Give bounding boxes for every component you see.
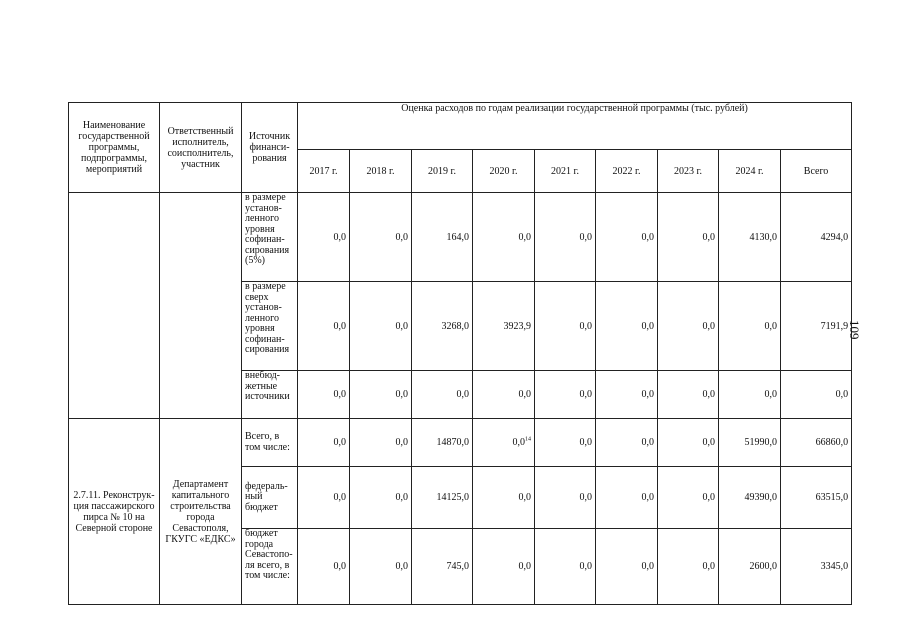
header-year: 2020 г. [473, 150, 535, 193]
total-cell: 63515,0 [781, 467, 852, 529]
value-cell: 0,0 [719, 282, 781, 371]
value-cell: 164,0 [412, 193, 473, 282]
value-cell: 0,0 [350, 371, 412, 419]
value-cell: 0,0 [473, 467, 535, 529]
value-cell: 0,0 [298, 371, 350, 419]
value-cell: 0,0 [596, 529, 658, 605]
value-cell: 745,0 [412, 529, 473, 605]
header-source: Источник финанси-рования [242, 103, 298, 193]
value-cell: 0,0 [412, 371, 473, 419]
header-year: 2017 г. [298, 150, 350, 193]
footnote-marker: 14 [525, 436, 531, 443]
header-row-1 [69, 103, 852, 150]
total-cell: 0,0 [781, 371, 852, 419]
header-year: 2019 г. [412, 150, 473, 193]
value-cell: 0,0 [658, 193, 719, 282]
value-cell: 14870,0 [412, 419, 473, 467]
value-cell: 14125,0 [412, 467, 473, 529]
value-cell: 49390,0 [719, 467, 781, 529]
value-cell [473, 419, 535, 467]
value-cell: 0,0 [535, 529, 596, 605]
value-cell: 0,0 [596, 282, 658, 371]
value-cell: 0,0 [350, 282, 412, 371]
header-year: 2024 г. [719, 150, 781, 193]
source-cell: бюджет города Севастопо-ля всего, в том числе: [242, 529, 298, 605]
value-cell: 0,0 [298, 419, 350, 467]
source-cell: Всего, в том числе: [242, 419, 298, 467]
value-cell: 51990,0 [719, 419, 781, 467]
value-cell: 0,0 [596, 371, 658, 419]
value-cell: 0,0 [350, 529, 412, 605]
total-cell: 3345,0 [781, 529, 852, 605]
total-cell: 4294,0 [781, 193, 852, 282]
value-cell: 0,0 [535, 419, 596, 467]
value-cell: 0,0 [298, 282, 350, 371]
value-text: 0,0 [512, 437, 525, 448]
value-cell: 2600,0 [719, 529, 781, 605]
value-cell: 0,0 [535, 371, 596, 419]
activity-name: 2.7.11. Реконструк-ция пассажирского пирса № 10 на Северной стороне [69, 419, 160, 605]
value-cell: 3923,9 [473, 282, 535, 371]
value-cell: 0,0 [596, 467, 658, 529]
source-cell: внебюд-жетные источники [242, 371, 298, 419]
value-cell: 0,0 [473, 371, 535, 419]
value-cell: 0,0 [658, 419, 719, 467]
page-number: 109 [847, 320, 862, 340]
value-cell: 0,0 [350, 193, 412, 282]
header-year: 2023 г. [658, 150, 719, 193]
source-cell: в размере сверх установ-ленного уровня софинан-сирования [242, 282, 298, 371]
value-cell: 0,0 [298, 193, 350, 282]
value-cell: 0,0 [658, 371, 719, 419]
value-cell: 0,0 [658, 467, 719, 529]
header-year: 2021 г. [535, 150, 596, 193]
header-total: Всего [781, 150, 852, 193]
total-cell: 66860,0 [781, 419, 852, 467]
value-cell: 0,0 [719, 371, 781, 419]
value-cell: 3268,0 [412, 282, 473, 371]
budget-table [68, 102, 852, 605]
activity-executor: Департамент капитального строительства города Севастополя, ГКУГС «ЕДКС» [160, 419, 242, 605]
header-expense-title: Оценка расходов по годам реализации государственной программы (тыс. рублей) [298, 103, 852, 150]
empty-executor-cell [160, 193, 242, 419]
table-row [69, 193, 852, 282]
header-year: 2022 г. [596, 150, 658, 193]
value-cell: 0,0 [473, 529, 535, 605]
source-cell: федераль-ный бюджет [242, 467, 298, 529]
value-cell: 0,0 [535, 282, 596, 371]
value-cell: 0,0 [298, 529, 350, 605]
value-cell: 0,0 [596, 419, 658, 467]
value-cell: 0,0 [350, 419, 412, 467]
value-cell: 0,0 [473, 193, 535, 282]
value-cell: 0,0 [350, 467, 412, 529]
value-cell: 0,0 [535, 467, 596, 529]
value-cell: 0,0 [596, 193, 658, 282]
header-year: 2018 г. [350, 150, 412, 193]
value-cell: 0,0 [658, 529, 719, 605]
total-cell: 7191,9 [781, 282, 852, 371]
empty-name-cell [69, 193, 160, 419]
table-row [69, 419, 852, 467]
header-executor: Ответственный исполнитель, соисполнитель, участник [160, 103, 242, 193]
value-cell: 0,0 [535, 193, 596, 282]
value-cell: 0,0 [658, 282, 719, 371]
header-name: Наименование государственной программы, подпрограммы, мероприятий [69, 103, 160, 193]
value-cell: 4130,0 [719, 193, 781, 282]
value-cell: 0,0 [298, 467, 350, 529]
source-cell: в размере установ-ленного уровня софинан-сирования (5%) [242, 193, 298, 282]
